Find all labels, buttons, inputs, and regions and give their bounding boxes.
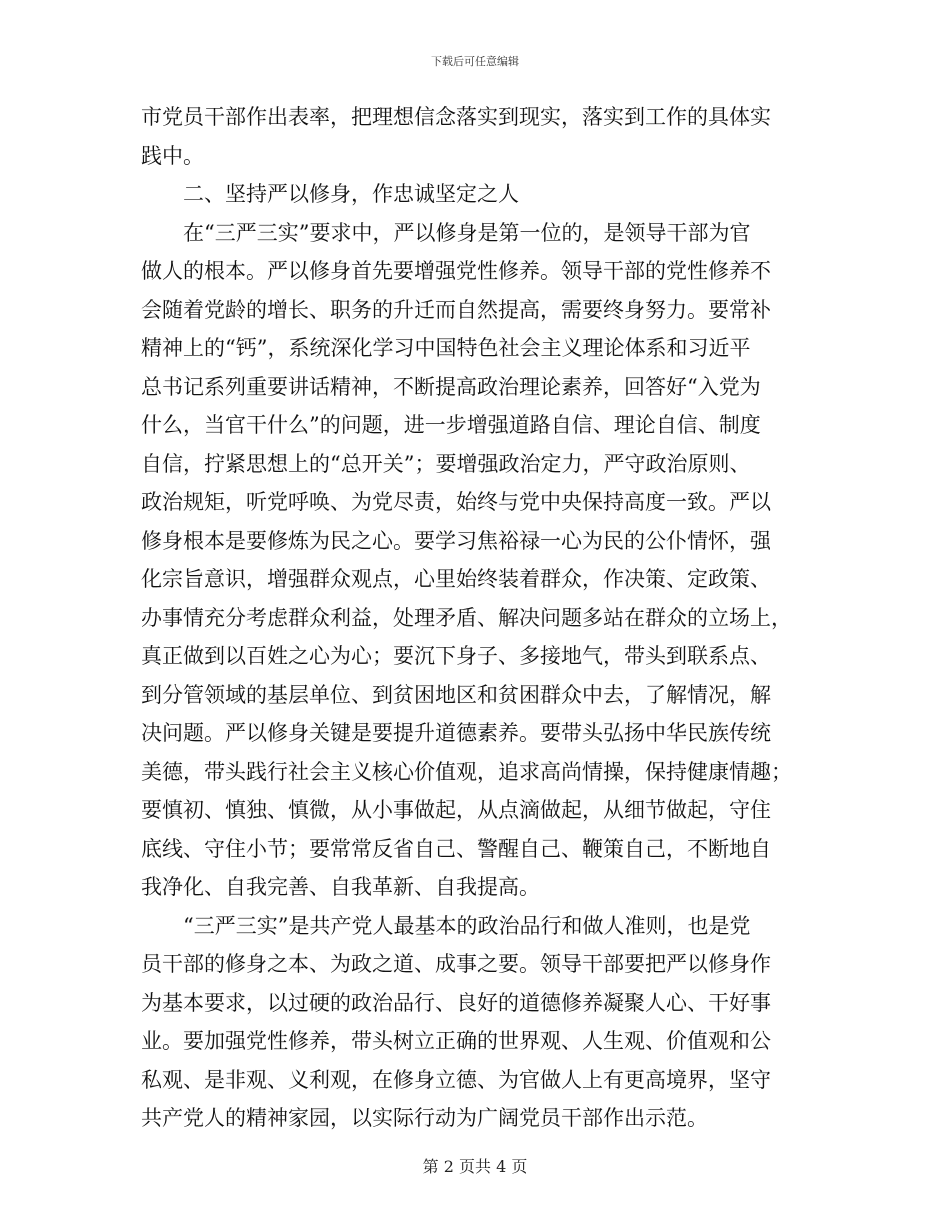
body-line: 为基本要求，以过硬的政治品行、良好的道德修养凝聚人心、干好事 — [141, 990, 771, 1015]
section-heading: 二、坚持严以修身，作忠诚坚定之人 — [183, 182, 519, 206]
paragraph-start: “三严三实”是共产党人最基本的政治品行和做人准则，也是党 — [183, 913, 751, 938]
page-header: 下载后可任意编辑 — [431, 55, 519, 68]
body-line: 会随着党龄的增长、职务的升迁而自然提高，需要终身努力。要常补 — [141, 297, 771, 322]
paragraph-start: 在“三严三实”要求中，严以修身是第一位的，是领导干部为官 — [183, 220, 751, 245]
body-line: 美德，带头践行社会主义核心价值观，追求高尚情操，保持健康情趣； — [141, 759, 792, 784]
body-line: 到分管领域的基层单位、到贫困地区和贫困群众中去，了解情况，解 — [141, 682, 771, 707]
body-line: 总书记系列重要讲话精神，不断提高政治理论素养，回答好“入党为 — [141, 374, 761, 399]
body-line: 要慎初、慎独、慎微，从小事做起，从点滴做起，从细节做起，守住 — [141, 798, 771, 822]
body-line: 业。要加强党性修养，带头树立正确的世界观、人生观、价值观和公 — [141, 1029, 771, 1053]
body-line: 精神上的“钙”，系统深化学习中国特色社会主义理论体系和习近平 — [141, 336, 751, 360]
body-line: 共产党人的精神家园，以实际行动为广阔党员干部作出示范。 — [141, 1106, 708, 1130]
body-line: 政治规矩，听党呼唤、为党尽责，始终与党中央保持高度一致。严以 — [141, 490, 771, 514]
body-line: 践中。 — [141, 143, 204, 168]
body-line: 我净化、自我完善、自我革新、自我提高。 — [141, 875, 540, 899]
body-line: 底线、守住小节；要常常反省自己、警醒自己、鞭策自己，不断地自 — [141, 836, 771, 861]
body-line: 自信，拧紧思想上的“总开关”；要增强政治定力，严守政治原则、 — [141, 451, 751, 476]
body-line: 私观、是非观、义利观，在修身立德、为官做人上有更高境界，坚守 — [141, 1067, 771, 1092]
document-body — [141, 98, 809, 1138]
body-line: 化宗旨意识，增强群众观点，心里始终装着群众，作决策、定政策、 — [141, 567, 771, 591]
body-line: 真正做到以百姓之心为心；要沉下身子、多接地气，带头到联系点、 — [141, 644, 771, 668]
body-line: 市党员干部作出表率，把理想信念落实到现实，落实到工作的具体实 — [141, 105, 771, 129]
body-line: 办事情充分考虑群众利益，处理矛盾、解决问题多站在群众的立场上， — [141, 605, 792, 630]
page-footer: 第 2 页共 4 页 — [422, 1157, 528, 1176]
body-line: 修身根本是要修炼为民之心。要学习焦裕禄一心为民的公仆情怀，强 — [141, 528, 771, 553]
body-line: 做人的根本。严以修身首先要增强党性修养。领导干部的党性修养不 — [141, 259, 771, 283]
body-line: 员干部的修身之本、为政之道、成事之要。领导干部要把严以修身作 — [141, 952, 771, 976]
body-line: 决问题。严以修身关键是要提升道德素养。要带头弘扬中华民族传统 — [141, 721, 771, 745]
body-line: 什么，当官干什么”的问题，进一步增强道路自信、理论自信、制度 — [141, 413, 761, 437]
